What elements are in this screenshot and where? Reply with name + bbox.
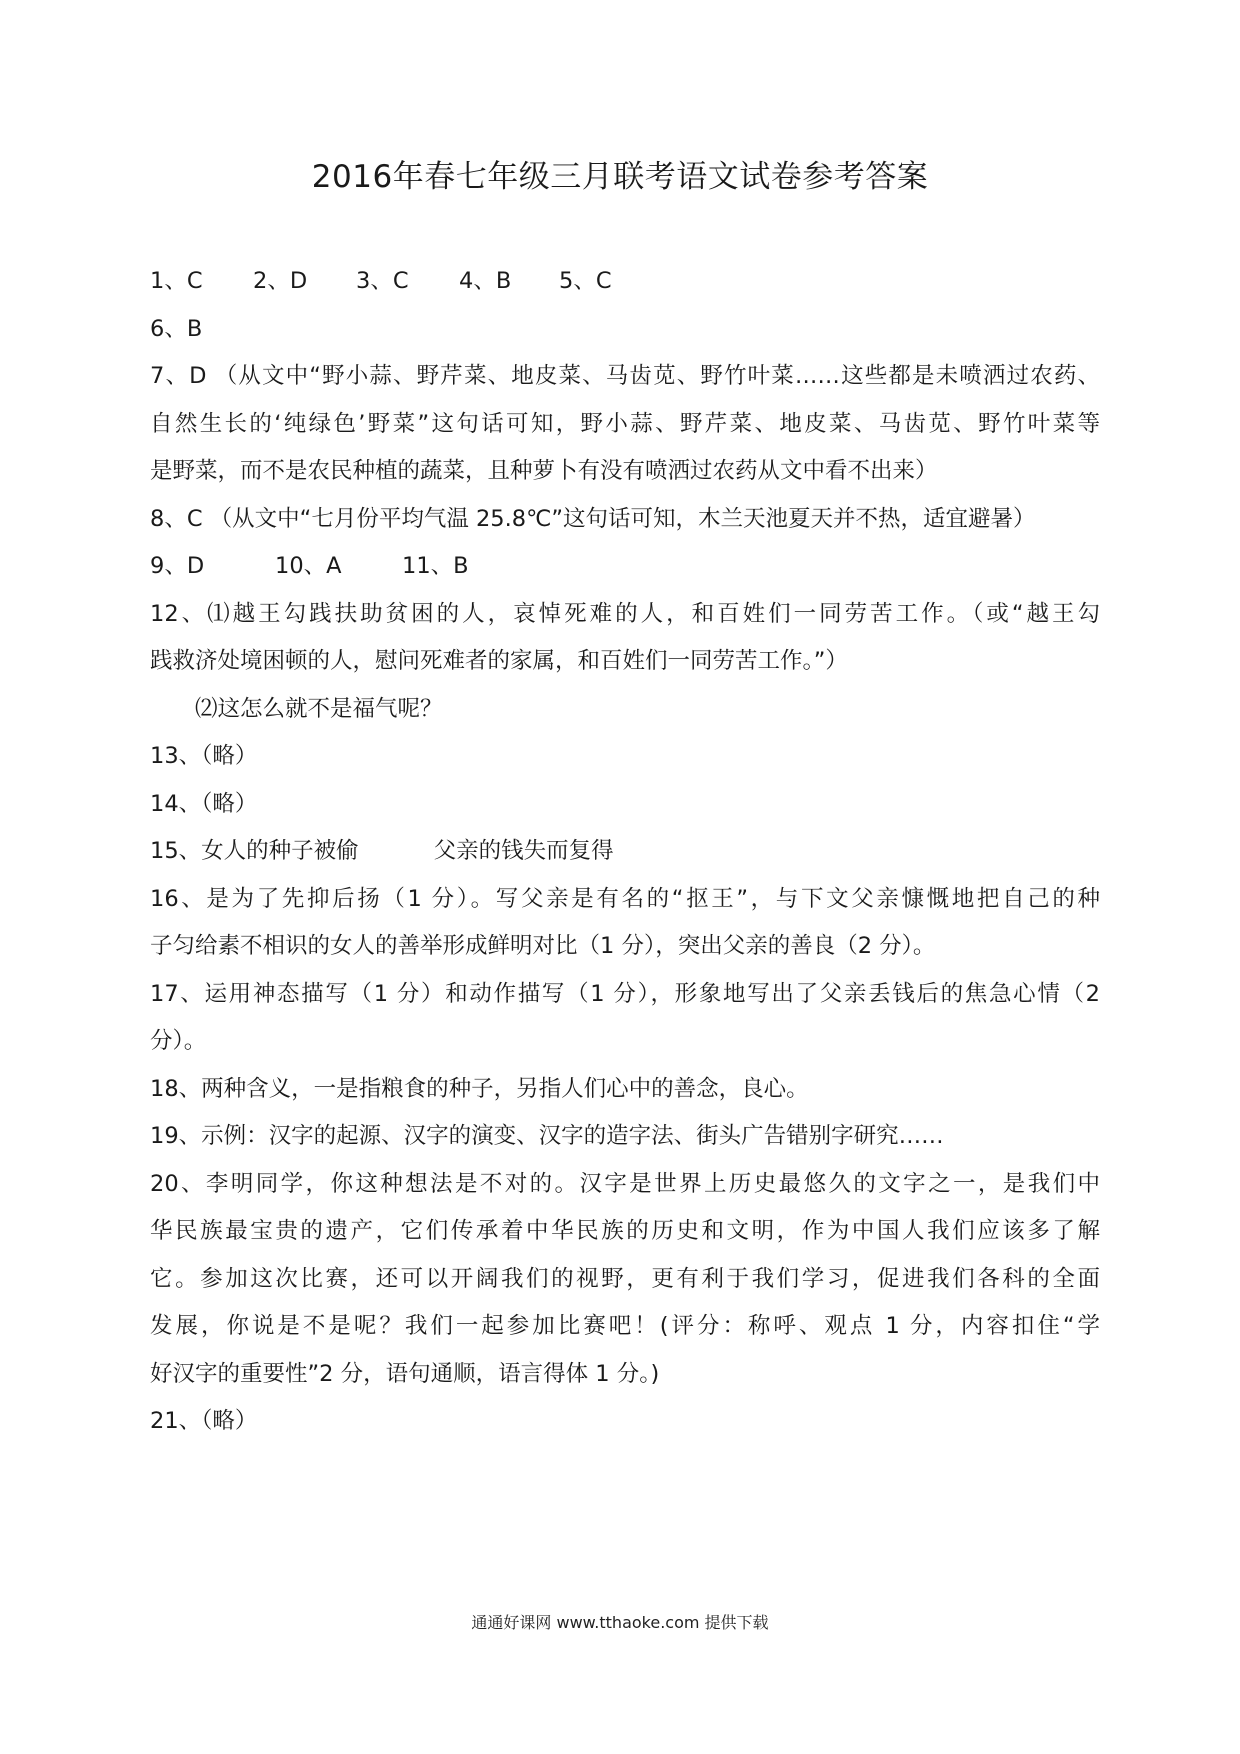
answer-list: [150, 258, 1100, 1446]
answer-8: 8、C （从文中“七月份平均气温 25.8℃”这句话可知，木兰天池夏天并不热，适宜避暑）: [150, 505, 1036, 532]
page-footer: 通通好课网 www.tthaoke.com 提供下载: [471, 1613, 769, 1632]
answer-9: 9、D: [150, 553, 205, 579]
answer-15-part-1: 15、女人的种子被偷: [150, 838, 359, 864]
answer-20-line-1: 20、李明同学，你这种想法是不对的。汉字是世界上历史最悠久的文字之一，是我们中: [150, 1170, 1100, 1197]
answers-9-11: [150, 543, 1100, 591]
answer-13: 13、（略）: [150, 743, 258, 769]
answer-19: 19、示例：汉字的起源、汉字的演变、汉字的造字法、街头广告错别字研究……: [150, 1123, 944, 1149]
answer-17-line-1: 17、运用神态描写（1 分）和动作描写（1 分），形象地写出了父亲丢钱后的焦急心情（2: [150, 980, 1100, 1007]
answer-15-part-2: 父亲的钱失而复得: [433, 838, 614, 864]
answer-14: 14、（略）: [150, 790, 258, 817]
answers-1-5: [150, 258, 1100, 306]
answer-7-line-3: 是野菜，而不是农民种植的蔬菜，且种萝卜有没有喷洒过农药从文中看不出来）: [150, 458, 938, 484]
answer-7-line-2: 自然生长的‘纯绿色’野菜”这句话可知，野小蒜、野芹菜、地皮菜、马齿苋、野竹叶菜等: [150, 410, 1100, 437]
answer-7-line-1: 7、D （从文中“野小蒜、野芹菜、地皮菜、马齿苋、野竹叶菜……这些都是未喷洒过农药、: [150, 363, 1100, 389]
answer-2: 2、D: [253, 268, 308, 294]
answer-12-line-2: 践救济处境困顿的人，慰问死难者的家属，和百姓们一同劳苦工作。”）: [150, 648, 848, 674]
answer-17-line-2: 分）。: [150, 1028, 207, 1054]
answer-5: 5、C: [559, 268, 612, 294]
answer-21: 21、（略）: [150, 1408, 258, 1434]
answer-11: 11、B: [402, 553, 469, 579]
answer-15: [150, 828, 1100, 876]
answer-20-line-2: 华民族最宝贵的遗产，它们传承着中华民族的历史和文明，作为中国人我们应该多了解: [150, 1218, 1100, 1244]
page-title: 2016年春七年级三月联考语文试卷参考答案: [311, 159, 929, 195]
answer-20-line-5: 好汉字的重要性”2 分，语句通顺，语言得体 1 分。): [150, 1360, 660, 1387]
answer-20-line-3: 它。参加这次比赛，还可以开阔我们的视野，更有利于我们学习，促进我们各科的全面: [150, 1265, 1100, 1292]
answer-12-line-1: 12、⑴越王勾践扶助贫困的人，哀悼死难的人，和百姓们一同劳苦工作。（或“越王勾: [150, 600, 1100, 627]
answer-6: 6、B: [150, 315, 203, 342]
answer-10: 10、A: [275, 553, 342, 579]
answer-3: 3、C: [356, 268, 409, 294]
answer-12-part-2: ⑵这怎么就不是福气呢？: [195, 695, 443, 722]
answer-18: 18、两种含义，一是指粮食的种子，另指人们心中的善念，良心。: [150, 1075, 809, 1102]
answer-16-line-1: 16、是为了先抑后扬（1 分）。写父亲是有名的“抠王”，与下文父亲慷慨地把自己的种: [150, 885, 1100, 912]
answer-1: 1、C: [150, 268, 203, 294]
answer-20-line-4: 发展，你说是不是呢？我们一起参加比赛吧！(评分：称呼、观点 1 分，内容扣住“学: [150, 1313, 1100, 1339]
answer-4: 4、B: [459, 268, 512, 294]
answer-16-line-2: 子匀给素不相识的女人的善举形成鲜明对比（1 分），突出父亲的善良（2 分）。: [150, 933, 936, 959]
